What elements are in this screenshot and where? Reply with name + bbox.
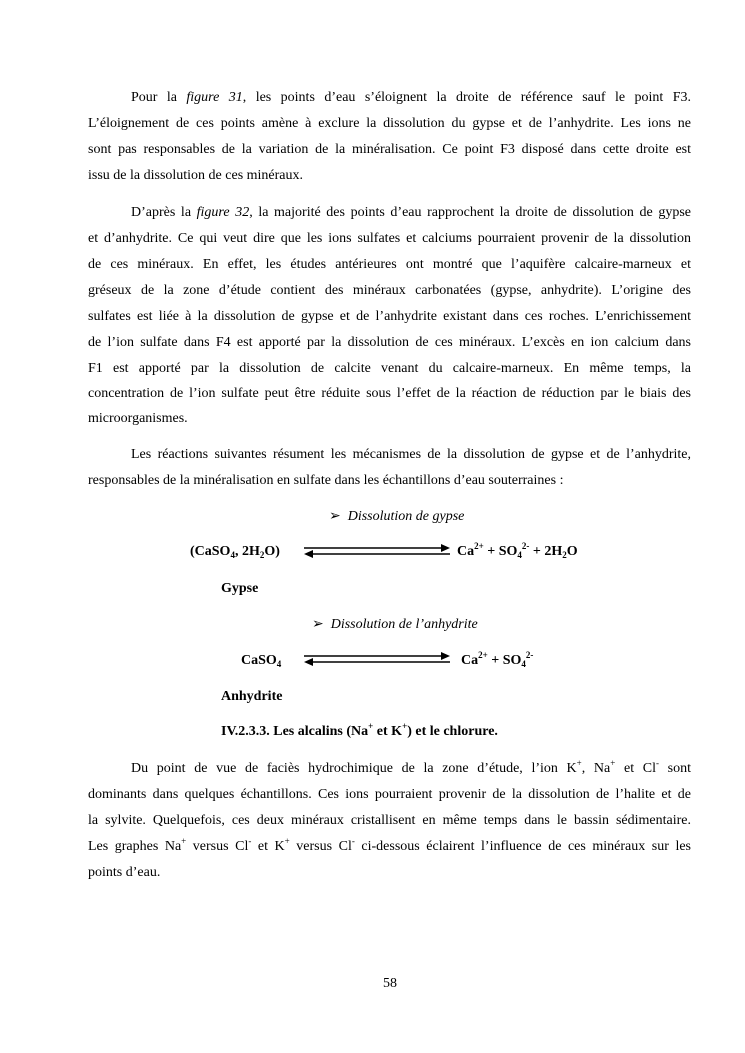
bullet-arrow-icon: ➢	[329, 509, 341, 524]
reaction2-reactants: CaSO$_4$	[241, 653, 282, 669]
para3-line2: responsables de la minéralisation en sulfate dans les échantillons d’eau souterraines :	[88, 473, 564, 488]
reaction1-reactants: (CaSO$_4$, $2H_2O$)	[190, 544, 280, 560]
reaction1-products: $Ca^{2+} + SO_4^{2-} + 2H_2O$	[457, 541, 578, 560]
reaction2-name: Anhydrite	[221, 689, 283, 704]
para4-line2: dominants dans quelques échantillons. Ces ions pourraient provenir de la dissolution de l’halite et de	[88, 787, 691, 802]
reaction1-name: Gypse	[221, 581, 259, 596]
para2-line2: et d’anhydrite. Ce qui veut dire que les ions sulfates et calciums pourraient provenir de la dissolution	[88, 231, 691, 246]
reaction1-heading: ➢ Dissolution de gypse	[329, 509, 465, 524]
para1-line1: Pour la figure 31, les points d’eau s’éloignent la droite de référence sauf le point F3.	[131, 90, 691, 105]
para2-line9: microorganismes.	[88, 411, 188, 426]
bullet-arrow-icon: ➢	[312, 617, 324, 632]
reaction2-heading: ➢ Dissolution de l’anhydrite	[312, 617, 478, 632]
para1-line4: issu de la dissolution de ces minéraux.	[88, 168, 304, 183]
para1-line2: L’éloignement de ces points amène à exclure la dissolution du gypse et de l’anhydrite. Les ions ne	[88, 116, 691, 131]
section-heading: IV.2.3.3. Les alcalins (Na+ et K+) et le chlorure.	[221, 721, 498, 739]
para4-line1: Du point de vue de faciès hydrochimique de la zone d’étude, l’ion K+, Na+ et Cl- sont	[131, 758, 692, 776]
reaction2-products: $Ca^{2+} + SO_4^{2-}$	[461, 650, 534, 669]
para2-line7: F1 est apporté par la dissolution de calcite venant du calcaire-marneux. En même temps, la	[88, 361, 691, 376]
para3-line1: Les réactions suivantes résument les mécanismes de la dissolution de gypse et de l’anhydrite,	[131, 447, 691, 462]
equilibrium-arrow-icon	[304, 651, 450, 667]
equilibrium-arrow-icon	[304, 543, 450, 559]
para2-line8: concentration de l’ion sulfate peut être réduite sous l’effet de la réaction de réduction par le biais des	[88, 386, 691, 401]
para4-line3: la sylvite. Quelquefois, ces deux minéraux cristallisent en même temps dans le bassin sédimentaire.	[88, 813, 691, 828]
para1-line3: sont pas responsables de la variation de la minéralisation. Ce point F3 disposé dans cette droite est	[88, 142, 691, 157]
para4-line4: Les graphes Na+ versus Cl- et K+ versus Cl- ci-dessous éclairent l’influence de ces minéraux sur les	[88, 836, 692, 854]
para2-line4: gréseux de la zone d’étude contient des minéraux carbonatées (gypse, anhydrite). L’origine des	[88, 283, 691, 298]
page-number: 58	[383, 976, 397, 991]
para2-line5: sulfates est liée à la dissolution de gypse et de l’anhydrite existant dans ces roches. L’enrichissement	[88, 309, 691, 324]
para2-line6: de l’ion sulfate dans F4 est apporté par la dissolution de ces minéraux. L’excès en ion calcium dans	[88, 335, 691, 350]
para4-line5: points d’eau.	[88, 865, 161, 880]
para2-line1: D’après la figure 32, la majorité des points d’eau rapprochent la droite de dissolution de gypse	[131, 205, 692, 220]
para2-line3: de ces minéraux. En effet, les études antérieures ont montré que l’aquifère calcaire-marneux et	[88, 257, 691, 272]
